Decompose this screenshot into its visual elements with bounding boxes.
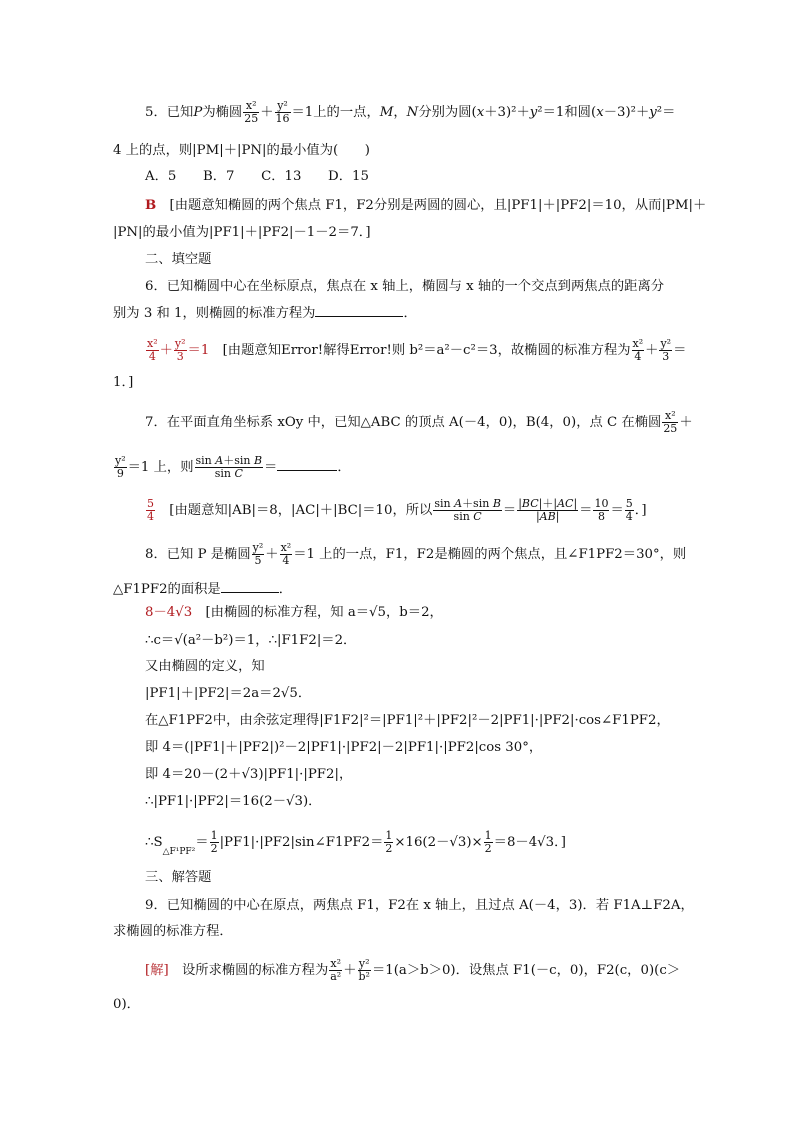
q8-solution-line4: |PF1|＋|PF2|＝2a＝2√5． — [145, 686, 312, 701]
q9-solution-line2: 0)． — [113, 997, 140, 1012]
q6-solution-line2: 1．] — [113, 375, 134, 390]
fraction: $\frac{\text{y²}}{5}$ — [252, 541, 264, 567]
fraction: $\frac{\text{x²}}{25}$ — [663, 409, 678, 435]
fraction: $\frac{\text{y²}}{\text{b²}}$ — [358, 957, 370, 983]
fraction: $\frac{1}{2}$ — [385, 829, 393, 855]
fraction: $\frac{\text{x²}}{4}$ — [632, 337, 644, 363]
q5-line2: 4 上的点，则|PM|＋|PN|的最小值为( ) — [113, 143, 370, 158]
q8-line1: 8．已知 P 是椭圆 $\frac{\text{y²}}{5}$ ＋ $\frac{\text{x²}}{4}$ ＝1 上的一点，F1，F2是椭圆的两个焦点，且∠F1PF2＝30°，则 — [145, 541, 687, 567]
q8-solution-line5: 在△F1PF2中，由余弦定理得|F1F2|²＝|PF1|²＋|PF2|²－2|PF1|·|PF2|·cos∠F1PF2， — [145, 713, 670, 728]
q7-line2: $\frac{\text{y²}}{9}$ ＝1 上，则 $\frac{\text{sin A＋sin B}}{\text{sin C}}$ ＝ ． — [115, 454, 351, 480]
q7-line1: 7．在平面直角坐标系 xOy 中，已知△ABC 的顶点 A(－4，0)，B(4，0)，点 C 在椭圆 $\frac{\text{x²}}{25}$ ＋ — [145, 409, 693, 435]
q8-solution-line3: 又由椭圆的定义，知 — [145, 659, 265, 674]
q5-solution-line2: |PN|的最小值为|PF1|＋|PF2|－1－2＝7．] — [113, 225, 371, 240]
q8-line2: △F1PF2的面积是 ． — [113, 578, 292, 600]
q9-line2: 求椭圆的标准方程． — [113, 924, 233, 939]
q8-solution-line6: 即 4＝(|PF1|＋|PF2|)²－2|PF1|·|PF2|－2|PF1|·|PF2|cos 30°， — [145, 740, 543, 755]
q6-line1: 6．已知椭圆中心在坐标原点，焦点在 x 轴上，椭圆与 x 轴的一个交点到两焦点的距离分 — [145, 279, 665, 294]
fraction: $\frac{\text{x²}}{\text{a²}}$ — [330, 957, 342, 983]
fraction: $\frac{\text{y²}}{3}$ — [660, 337, 672, 363]
fraction: $\frac{10}{8}$ — [594, 497, 609, 523]
fraction: $\frac{\text{x²}}{25}$ — [244, 99, 259, 125]
answer-blank — [315, 302, 403, 317]
q8-solution-line7: 即 4＝20－(2＋√3)|PF1|·|PF2|， — [145, 767, 353, 782]
answer-blank — [277, 456, 337, 471]
q5-solution-line1: B [由题意知椭圆的两个焦点 F1，F2分别是两圆的圆心，且|PF1|＋|PF2|＝10，从而|PM|＋ — [145, 198, 707, 213]
q8-solution-line8: ∴|PF1|·|PF2|＝16(2－√3)． — [145, 794, 322, 809]
fraction: $\frac{5}{4}$ — [625, 497, 633, 523]
section-heading: 二、填空题 — [145, 252, 212, 267]
fraction: $\frac{1}{2}$ — [484, 829, 492, 855]
fraction: $\frac{\text{x²}}{4}$ — [147, 337, 158, 363]
q8-solution-line1: 8－4√3 [由椭圆的标准方程，知 a＝√5，b＝2， — [145, 605, 443, 620]
fraction: $\frac{\text{y²}}{16}$ — [275, 99, 290, 125]
q8-solution-line9: $\therefore S_{\triangle F^1PF^2}=$ $\frac{1}{2}$ |PF1|·|PF2|sin∠F1PF2＝ $\frac{1}{2}$ ×16(2－√3)× $\frac{1}{2}$ ＝8－4√3．] — [145, 829, 566, 857]
section-heading: 三、解答题 — [145, 870, 212, 885]
fraction: $\frac{1}{2}$ — [210, 829, 218, 855]
fraction: $\frac{\text{y²}}{3}$ — [174, 337, 186, 363]
fraction: $\frac{\text{sin A＋sin B}}{\text{sin C}}$ — [195, 454, 263, 480]
q5-options: A．5 B．7 C．13 D．15 — [145, 169, 369, 184]
answer-value: 8－4√3 — [145, 605, 193, 620]
fraction: $\frac{|BC|+|AC|}{|AB|}$ — [518, 497, 578, 523]
q9-solution-line1: [解] 设所求椭圆的标准方程为 $\frac{\text{x²}}{\text{a²}}$ ＋ $\frac{\text{y²}}{\text{b²}}$ ＝1(a＞b＞0)．设焦点 F1(－c，0)，F2(c，0)(c＞ — [145, 957, 681, 983]
solution-label: [解] — [145, 963, 169, 978]
q7-solution: $\frac{5}{4}$ [由题意知|AB|＝8，|AC|＋|BC|＝10，所以 $\frac{\text{sin A＋sin B}}{\text{sin C}}$ ＝ $\frac{|BC|+|AC|}{|AB|}$ ＝ $\frac{10}{8}$ ＝ $\frac{5}{4}$ ．] — [147, 497, 647, 523]
q9-line1: 9．已知椭圆的中心在原点，两焦点 F1，F2在 x 轴上，且过点 A(－4，3)．若 F1A⊥F2A， — [145, 898, 694, 913]
answer-letter: B — [145, 198, 157, 213]
answer-blank — [221, 578, 279, 593]
q6-line2: 别为 3 和 1，则椭圆的标准方程为 ． — [113, 302, 417, 324]
q6-solution-line1: $\frac{\text{x²}}{4}$ ＋ $\frac{\text{y²}}{3}$ ＝1 [由题意知Error!解得Error!则 b²＝a²－c²＝3，故椭圆的标准方程为 $\frac{\text{x²}}{4}$ ＋ $\frac{\text{y²}}{3}$ ＝ — [147, 337, 687, 363]
fraction: $\frac{\text{y²}}{9}$ — [115, 454, 126, 480]
q8-solution-line2: ∴c＝√(a²－b²)＝1，∴|F1F2|＝2． — [145, 633, 357, 648]
fraction: $\frac{\text{sin A＋sin B}}{\text{sin C}}$ — [434, 497, 501, 523]
fraction: $\frac{\text{x²}}{4}$ — [280, 541, 292, 567]
q5-line1: 5．已知P为椭圆 $\frac{\text{x²}}{25}$ ＋ $\frac{\text{y²}}{16}$ ＝1上的一点，M，N分别为圆(x＋3)²＋y²＝1和圆(x－3)²＋y²＝ — [145, 99, 676, 125]
fraction: $\frac{5}{4}$ — [147, 497, 154, 523]
